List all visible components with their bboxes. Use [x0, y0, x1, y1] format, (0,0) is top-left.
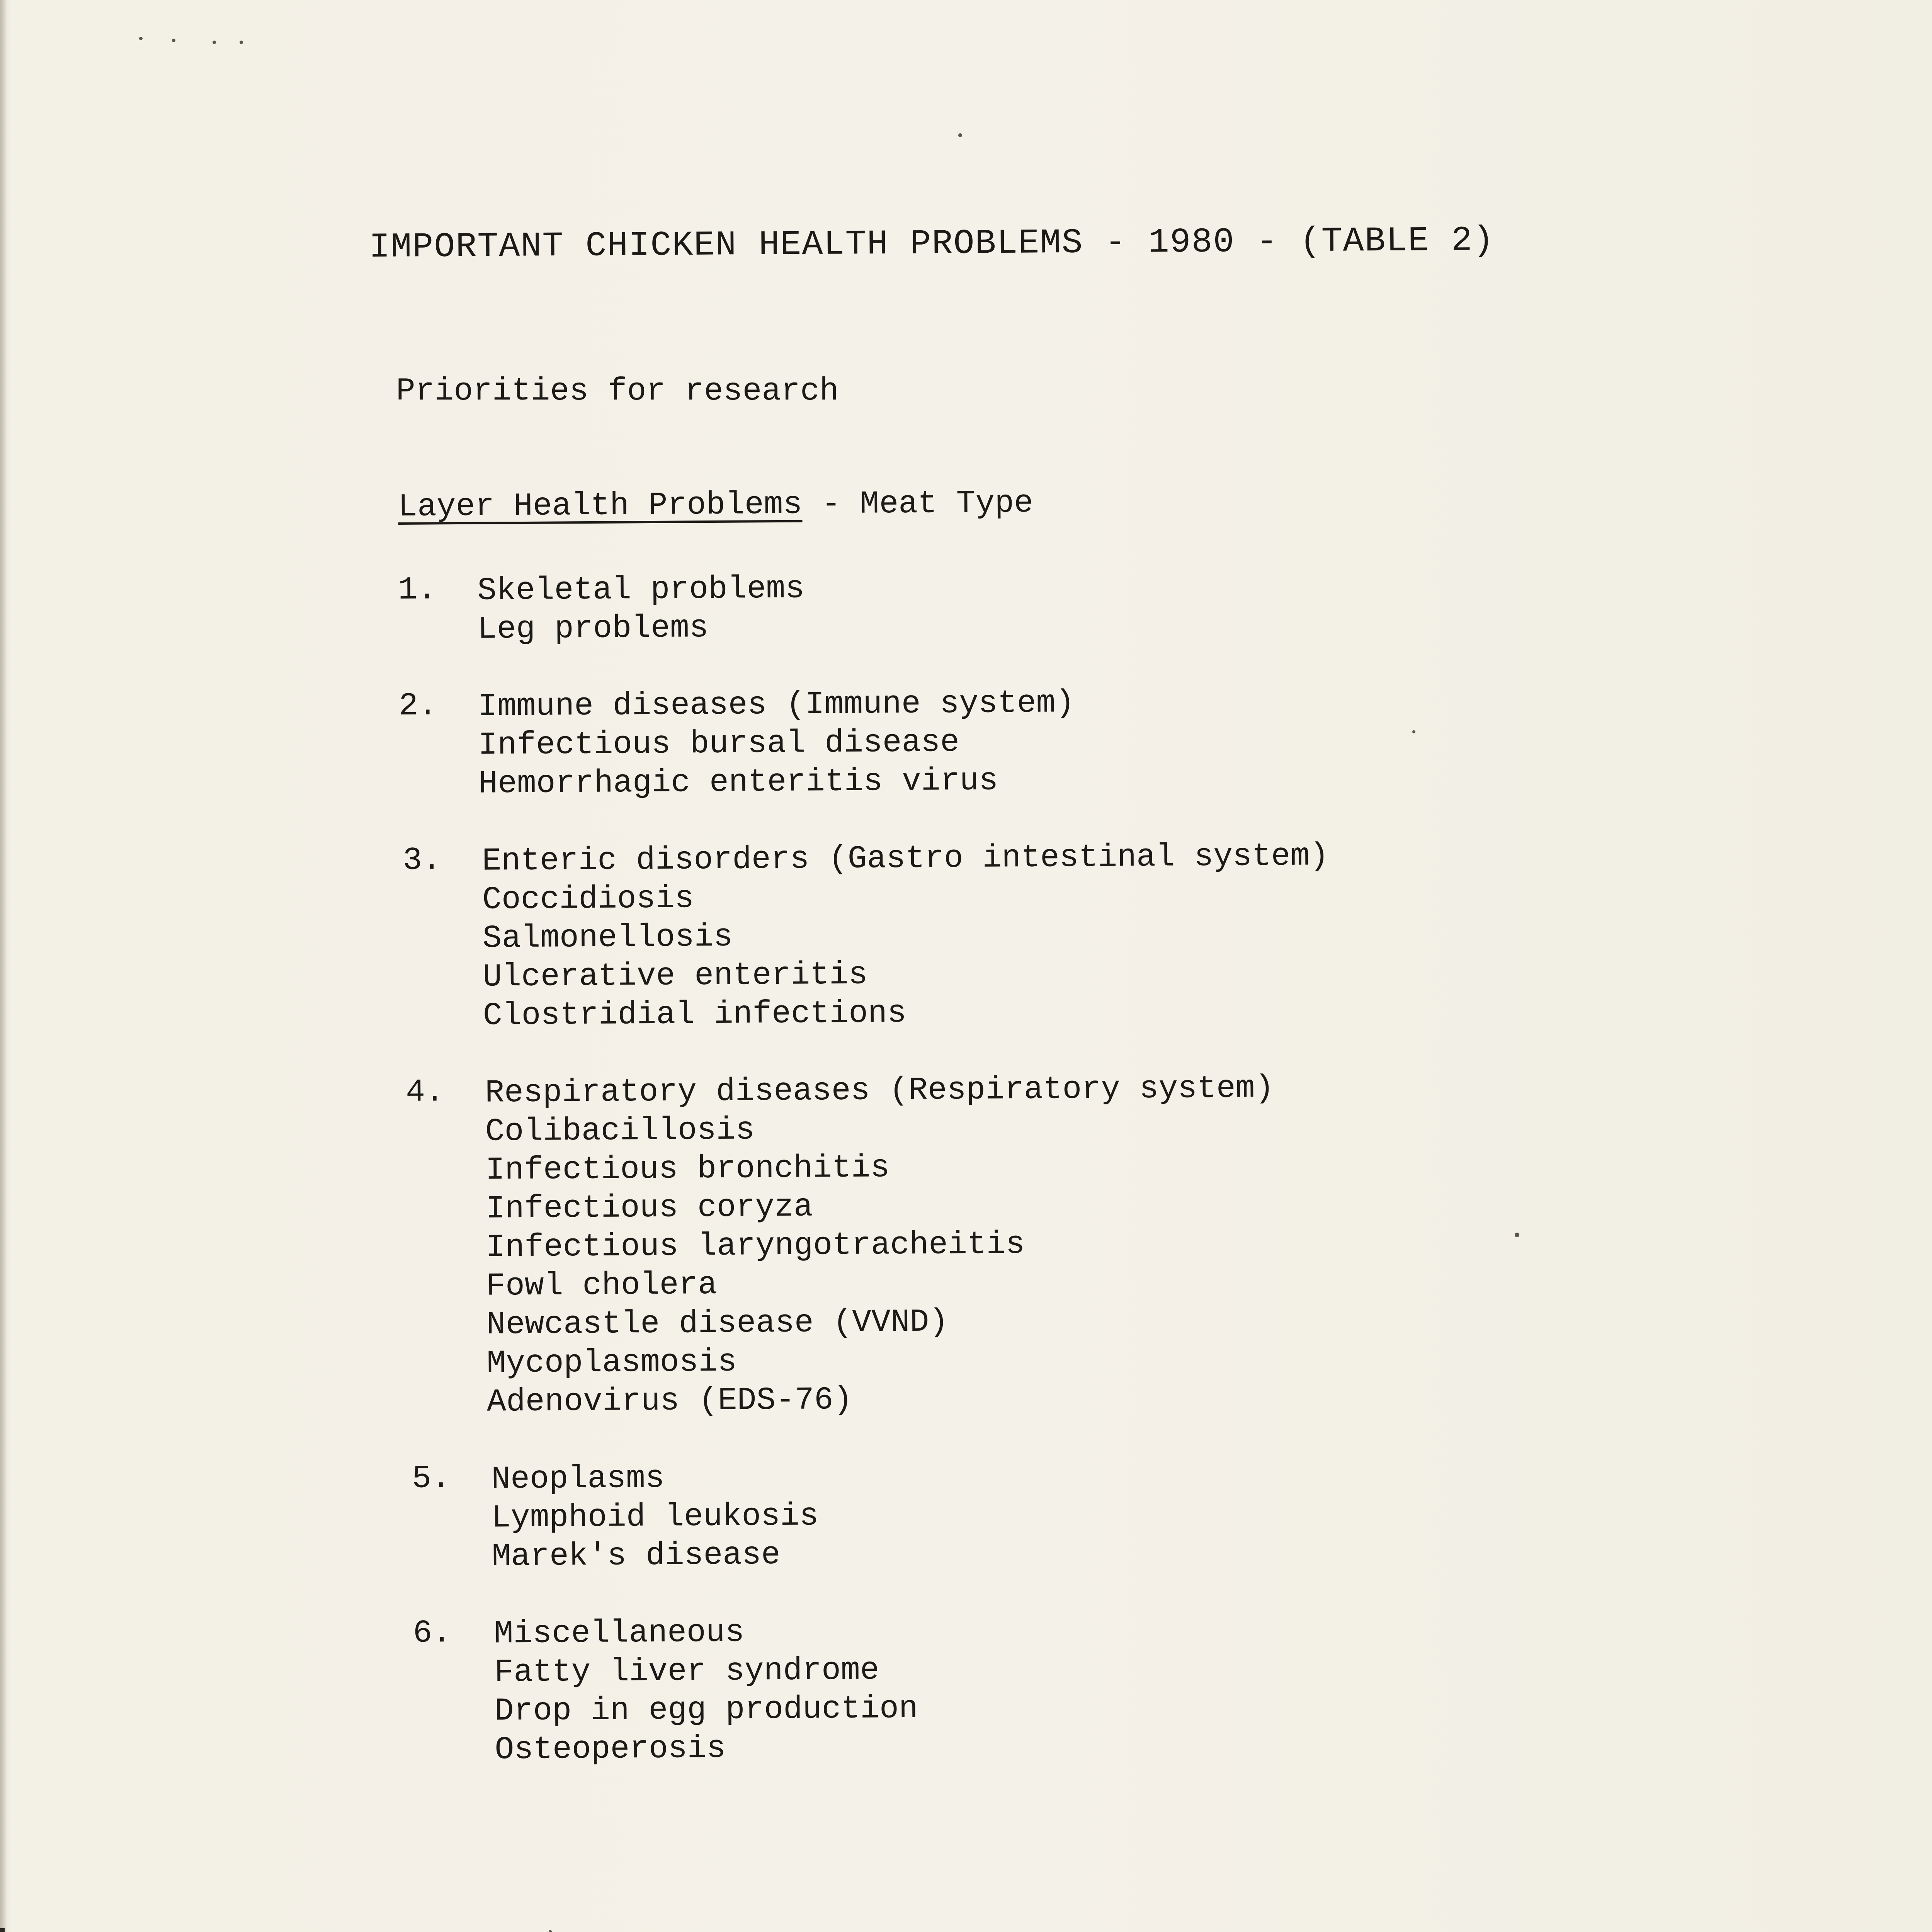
section-heading-suffix: - Meat Type: [802, 485, 1034, 523]
group-number: 4.: [405, 1074, 445, 1111]
list-item: Infectious coryza: [485, 1189, 813, 1227]
group-heading-line: Immune diseases (Immune system): [478, 685, 1075, 725]
list-item: Osteoperosis: [495, 1730, 726, 1768]
problem-list: [398, 563, 1796, 1808]
list-item: Infectious bronchitis: [485, 1150, 890, 1189]
list-item: Salmonellosis: [482, 918, 733, 957]
paper-speck: [172, 39, 175, 42]
list-item: Infectious bursal disease: [478, 724, 960, 764]
paper-speck: [958, 133, 962, 137]
list-item: Lymphoid leukosis: [491, 1498, 819, 1536]
group-number: 2.: [398, 687, 438, 724]
list-item: Colibacillosis: [485, 1112, 755, 1150]
group-number: 5.: [412, 1460, 451, 1497]
group-heading-line: Respiratory diseases (Respiratory system): [485, 1070, 1274, 1111]
problem-group-2: [399, 679, 1791, 804]
section-heading: [398, 485, 1033, 525]
paper-speck: [1515, 1233, 1519, 1237]
group-heading-line: Miscellaneous: [494, 1614, 745, 1652]
paper-speck: [1412, 730, 1415, 733]
list-item: Mycoplasmosis: [486, 1344, 737, 1382]
problem-group-1: [398, 563, 1789, 649]
group-number: 6.: [413, 1615, 452, 1651]
paper-speck: [139, 37, 143, 40]
list-item: Ulcerative enteritis: [483, 956, 868, 995]
list-item: Leg problems: [477, 610, 709, 648]
paper-speck: [213, 41, 216, 44]
group-heading-line: Neoplasms: [491, 1460, 665, 1498]
paper-speck: [240, 41, 243, 44]
problem-group-5: [412, 1452, 1795, 1577]
list-item: Fowl cholera: [486, 1266, 718, 1304]
list-item: Fatty liver syndrome: [494, 1652, 879, 1691]
list-item: Clostridial infections: [483, 995, 907, 1034]
problem-group-6: [413, 1607, 1796, 1770]
document-title: IMPORTANT CHICKEN HEALTH PROBLEMS - 1980 - (TABLE 2): [369, 221, 1495, 267]
group-number: 3.: [403, 842, 442, 879]
group-heading-line: Enteric disorders (Gastro intestinal system): [482, 838, 1329, 879]
list-item: Infectious laryngotracheitis: [486, 1226, 1025, 1266]
problem-group-3: [403, 834, 1792, 1036]
group-heading-line: Skeletal problems: [477, 570, 805, 609]
problem-group-4: [406, 1066, 1794, 1422]
list-item: Drop in egg production: [494, 1690, 918, 1730]
list-item: Marek's disease: [492, 1537, 781, 1575]
group-number: 1.: [398, 571, 437, 608]
list-item: Hemorrhagic enteritis virus: [478, 762, 998, 802]
list-item: Newcastle disease (VVND): [486, 1304, 949, 1343]
list-item: Coccidiosis: [482, 880, 694, 918]
paper-speck: [549, 1930, 552, 1932]
list-item: Adenovirus (EDS-76): [486, 1381, 853, 1420]
scan-edge-mark: [0, 1928, 5, 1932]
section-heading-underlined: Layer Health Problems: [398, 486, 803, 525]
document-subtitle: Priorities for research: [396, 373, 839, 409]
page-edge-shadow: [0, 0, 7, 1932]
